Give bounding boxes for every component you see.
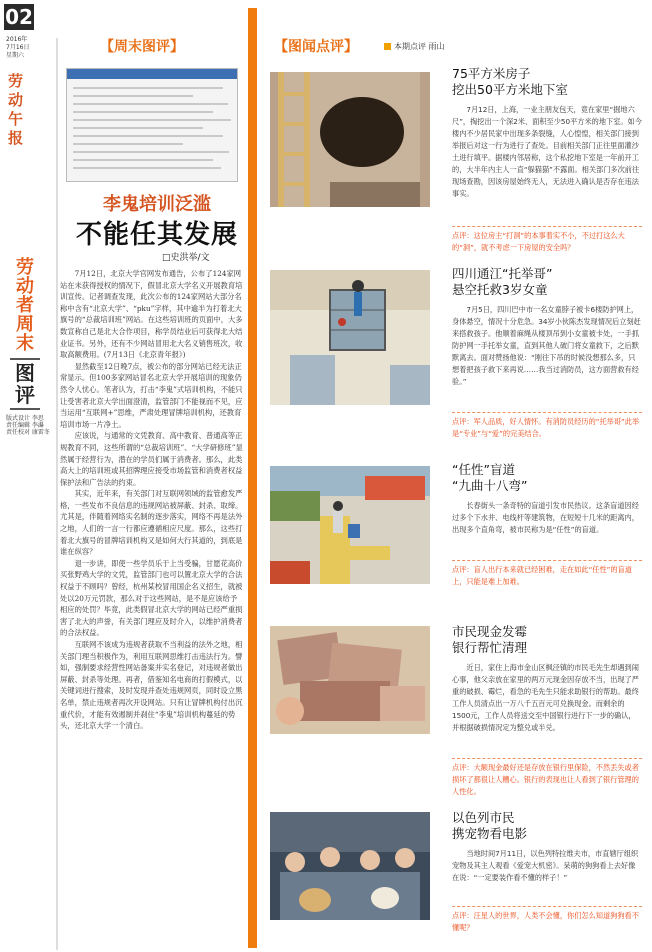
- news-story: [270, 622, 646, 802]
- story-body: 7月5日，四川巴中市一名女童脖子被卡6楼防护网上，身体悬空，情况十分危急。34岁小伙陈杰发现情况后立刻赶来搭救孩子。他顺着麻绳从楼顶吊到小女童被卡处，一手抓防护网一手托举女童，直到其他人破门将女童救下，之后默默离去。面对赞扬他说：“刚往下吊的时候没想那么多，只想着把孩子救下来再说……我当过消防员，这方面营救有经验。”: [452, 305, 641, 386]
- photo-review-header: 【图闻点评】: [274, 39, 358, 55]
- paragraph: 显然截至12日晚7点，被公布的部分网站已经无法正常显示。但100多家网站冒名北京大学开展培训的现象仍然令人忧心。笔者认为，打击“李鬼”式培训机构，不能只让受害者北京大学出面澄清，监管部门不能视而不见，应当运用“互联网+”思维，严肃处理冒牌培训机构，还教育培训市场一片净土。: [60, 361, 243, 429]
- staff-credits: [6, 415, 50, 436]
- rescue-photo: [270, 270, 430, 405]
- separator: [452, 906, 642, 907]
- news-story: [270, 808, 646, 948]
- separator: [452, 412, 642, 413]
- article-author: □史洪举/文: [162, 253, 210, 263]
- date-day: 7月16日: [6, 44, 30, 51]
- column-divider: [56, 38, 58, 950]
- news-story: [270, 266, 646, 456]
- story-title: 75平方米房子 挖出50平方米地下室: [452, 66, 568, 97]
- paragraph: 其实，近年来，有关部门对互联网领域的监管愈发严格，一些发布不良信息的违规网站被屏蔽、封杀、取缔。尤其是，伴随着网络实名制的逐步落实，网络不再是法外之地，人们的一言一行都应遵循相应尺度。那么，这些打着北大旗号的冒牌培训机构又是如何大行其道的，到底是谁在纵容？: [60, 489, 243, 557]
- story-comment: 点评：军人品质，好人情怀。有消防员经历的“托举哥”此举是“专业”与“爱”的完美结合。: [452, 417, 640, 438]
- issue-date: [6, 36, 52, 60]
- basement-hole-photo: [270, 72, 430, 207]
- column-section: 图评: [10, 358, 40, 410]
- editor-byline: [384, 41, 445, 52]
- story-body: 近日，家住上海市金山区枫泾镇的市民毛先生却遇到闹心事，他父亲放在家里的两万元现金因存放不当，出现了严重的破损、霉烂，看急的毛先生只能求助银行的帮助。最终工作人员清点出一万八千五百元可兑换现金。而剩余的1500元，工作人员将送交至中国银行进行下一步的确认，并根据破损情况定为整兑或半兑。: [452, 663, 639, 732]
- pets-cinema-photo: [270, 812, 430, 920]
- paragraph: 7月12日，北京大学官网发布通告，公布了124家网站在未获得授权的情况下，假冒北京大学名义开展教育培训宣传。记者调查发现，此次公布的124家网站大部分名称中含有“北京大学”、“pku”字样，其中逾半为打着北大旗号的“总裁培训班”网站。在这些培训班的页面中，大多数宣称自己是北大合作项目，称学员结业后可获得北大结业证书。另外，还有不少网站冒用北大名义销售班次，收取高额费用。(7月13日《北京青年报》): [60, 269, 243, 360]
- blind-path-photo: [270, 466, 430, 584]
- orange-divider-bar: [248, 8, 257, 948]
- weekend-review-header: 【周末图评】: [100, 39, 184, 55]
- newspaper-logo: 劳动午报: [8, 72, 24, 147]
- story-title: “任性”盲道 “九曲十八弯”: [452, 462, 528, 493]
- news-story: [270, 66, 646, 256]
- paragraph: 退一步讲，即使一些学员乐于上当受骗，甘愿花高价买张野鸡大学的文凭，监管部门也可以置北京大学的合法权益于不顾吗？曾经，杭州某校冒用国企名义招生，就被处以20万元罚款，那么对于这些网站，是不是应该给予相应的处罚？毕竟，此类假冒北京大学的网站已经严重损害了北大的声誉，有关部门理应及时介入，以维护消费者的合法权益。: [60, 558, 243, 638]
- separator: [452, 226, 642, 227]
- column-name: 劳动者周末: [16, 257, 34, 354]
- date-weekday: 星期六: [6, 52, 25, 59]
- story-comment: 点评：盲人出行本来就已经困难，走在如此“任性”的盲道上，只能是难上加难。: [452, 565, 632, 586]
- story-title: 以色列市民 携宠物看电影: [452, 810, 528, 841]
- website-screenshot-image: [66, 68, 238, 182]
- news-story: [270, 462, 646, 612]
- story-body: 长春街头一条奇特的盲道引发市民热议。这条盲道因经过多个下水井、电线杆等建筑物，在短短十几米的距离内，出现多个直角弯，被市民称为是“任性”的盲道。: [452, 501, 639, 534]
- article-title-red: 李鬼培训泛滥: [103, 194, 211, 215]
- credit-line: 责任校对 康雷冬: [6, 429, 50, 436]
- byline-text: 本期点评 雨山: [394, 42, 445, 51]
- credit-line: 版式设计 李思: [6, 415, 44, 422]
- date-year: 2016年: [6, 36, 28, 43]
- article-body: [60, 268, 244, 732]
- article-title-black: 不能任其发展: [75, 220, 238, 250]
- paragraph: 应该说，与通常的文凭教育、高中教育、普通高等正规教育不同，这些所谓的“总裁培训班”、“大学研修班”显然属于经营行为，潜在的学员们属于消费者。那么，此类高大上的培训班或其招牌理应接受市场监管和消费者权益保护法和广告法的约束。: [60, 431, 243, 487]
- story-comment: 点评：汪星人的世界，人类不会懂，你们怎么知道狗狗看不懂呢？: [452, 911, 639, 932]
- story-body: 7月12日，上海，一业主朋友包天，竟在家里“掘地六尺”，掏挖出一个深2米、面积至少50平方米的地下室。如今楼内不少居民家中出现多条裂缝，人心惶惶，相关部门接到举报后对这一行为进行了查处。目前相关部门正往里面灌沙土进行填平。据楼内邻居称，这个私挖地下室是一年前开工的，大半年内主人一直“躲猫猫”不露面。相关部门多次前往现场查勘，因该房屋始终无人，无法进入确认是否存在违法事实。: [452, 105, 642, 198]
- separator: [452, 758, 642, 759]
- story-body: 当地时间7月11日，以色列特拉维夫市，市直辖厅组织宠物及其主人观看《爱宠大机密》。呆萌的狗狗看上去好像在说：“一定要装作看不懂的样子！”: [452, 849, 639, 882]
- moldy-cash-photo: [270, 626, 430, 734]
- credit-line: 责任编辑 李瀑: [6, 422, 44, 429]
- story-comment: 点评：大额现金最好还是存放在银行里保险，不然丢失或者损坏了都很让人糟心。银行的表现也让人看到了银行管理的人性化。: [452, 763, 639, 796]
- story-title: 市民现金发霉 银行帮忙清理: [452, 624, 528, 655]
- story-title: 四川通江“托举哥” 悬空托救3岁女童: [452, 266, 553, 297]
- story-comment: 点评：这位房主“打洞”的本事着实不小，不过打这么大的“洞”，就不考虑一下房屋的安全吗？: [452, 231, 625, 252]
- separator: [452, 560, 642, 561]
- page-number: 02: [5, 5, 33, 29]
- paragraph: 互联网不该成为违规者获取不当利益的法外之地，相关部门理当积极作为，利用互联网思维打击违法行为。譬如，强制要求经营性网站备案并实名登记，对违规者做出屏蔽、封杀等处理。再者，借鉴知名电商的打假模式，以关键词进行搜索，及时发现并查处违规网页，同时设立黑名单，禁止违规者再次开设网站。只有让冒牌机构付出沉重代价，才能有效遏制并刹住“李鬼”培训机构蔓延的势头，还北京大学一个清白。: [60, 640, 243, 731]
